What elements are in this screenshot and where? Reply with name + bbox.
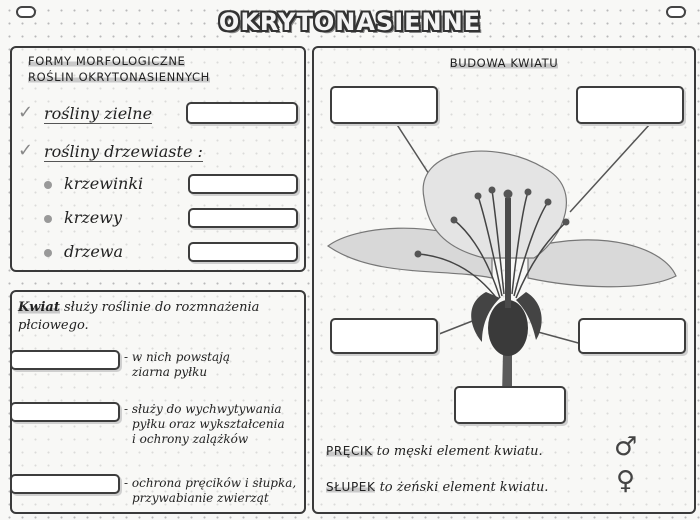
bullet-icon [44,215,52,223]
flower-structure-heading: BUDOWA KWIATU [449,56,559,70]
answer-box-zielne[interactable] [186,102,298,124]
morph-item-label: krzewinki [64,174,144,193]
function-row-2: - służy do wychwytywania pyłku oraz wykształcenia i ochrony zalążków [124,402,285,446]
morphology-panel [10,46,306,272]
answer-box-krzewinki[interactable] [188,174,298,194]
answer-box-krzewy[interactable] [188,208,298,228]
female-symbol-icon: ♀ [616,466,636,496]
check-icon: ✓ [18,140,34,161]
morphology-heading-line2: ROŚLIN OKRYTONASIENNYCH [28,70,210,84]
flower-illustration [314,78,694,408]
slupek-definition: SŁUPEK to żeński element kwiatu. [326,480,549,495]
bullet-icon [44,181,52,189]
flower-intro-line2: płciowego. [18,318,89,333]
flower-structure-panel [312,46,696,514]
bullet-icon [44,249,52,257]
precik-definition: PRĘCIK to męski element kwiatu. [326,444,543,459]
flower-function-panel [10,290,306,514]
morph-item-label: drzewa [64,242,124,261]
answer-box-drzewa[interactable] [188,242,298,262]
flower-intro: Kwiat służy roślinie do rozmnażenia [18,300,260,315]
answer-box-1[interactable] [10,350,120,370]
label-box-pistil[interactable] [578,318,686,354]
label-box-petal[interactable] [330,86,438,124]
label-box-sepal[interactable] [330,318,438,354]
check-icon: ✓ [18,102,34,123]
morph-item-label: rośliny drzewiaste : [44,142,203,161]
function-row-3: - ochrona pręcików i słupka, przywabianie zwierząt [124,476,297,505]
male-symbol-icon: ♂ [614,432,638,462]
label-box-stamen[interactable] [576,86,684,124]
answer-box-3[interactable] [10,474,120,494]
morph-item-label: krzewy [64,208,122,227]
morphology-heading-line1: FORMY MORFOLOGICZNE [28,54,186,68]
page-title: OKRYTONASIENNE [218,8,482,36]
answer-box-2[interactable] [10,402,120,422]
morph-item-label: rośliny zielne [44,104,153,123]
function-row-1: - w nich powstają ziarna pyłku [124,350,230,379]
label-box-stem[interactable] [454,386,566,424]
